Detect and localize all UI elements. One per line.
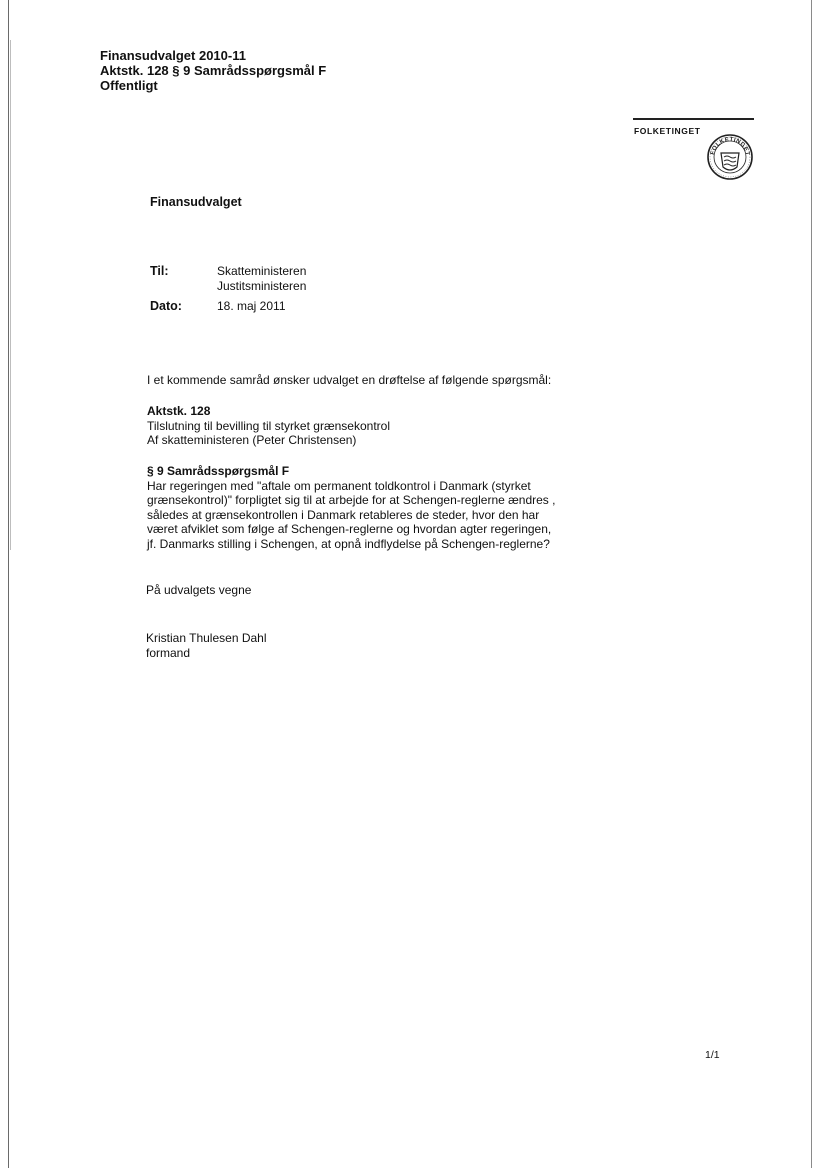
question-line: Har regeringen med "aftale om permanent toldkontrol i Danmark (styrket (147, 478, 531, 493)
question-heading: § 9 Samrådsspørgsmål F (147, 464, 290, 478)
aktstk-heading: Aktstk. 128 (147, 404, 211, 418)
date-value: 18. maj 2011 (217, 299, 286, 313)
intro-text: I et kommende samråd ønsker udvalget en drøftelse af følgende spørgsmål: (147, 373, 552, 387)
scan-edge-right (811, 0, 812, 1168)
aktstk-line: Af skatteministeren (Peter Christensen) (147, 433, 357, 447)
svg-text:FOLKETINGET: FOLKETINGET (710, 136, 751, 157)
logo-rule (633, 118, 754, 120)
signatory-title: formand (146, 646, 191, 660)
committee-name: Finansudvalget (150, 195, 242, 209)
header-case-reference: Aktstk. 128 § 9 Samrådsspørgsmål F (100, 63, 327, 78)
question-line: således at grænsekontrollen i Danmark retableres de steder, hvor den har (147, 507, 540, 522)
scan-edge-left-inner (10, 40, 11, 550)
question-line: været afviklet som følge af Schengen-reglerne og hvordan agter regeringen, (147, 522, 552, 536)
logo-text: FOLKETINGET (634, 126, 701, 136)
page-number: 1/1 (705, 1049, 720, 1061)
aktstk-section (147, 404, 587, 448)
regards-text: På udvalgets vegne (146, 583, 252, 597)
aktstk-line: Tilslutning til bevilling til styrket grænsekontrol (147, 418, 390, 433)
folketinget-seal-icon (706, 133, 754, 186)
recipients-list (217, 264, 306, 294)
scan-edge-left (8, 0, 9, 1168)
document-header (100, 48, 326, 93)
header-committee-year: Finansudvalget 2010-11 (100, 48, 246, 63)
signatory-name: Kristian Thulesen Dahl (146, 631, 267, 645)
signature-block (146, 631, 267, 661)
recipient-item: Skatteministeren (217, 264, 307, 278)
question-line: jf. Danmarks stilling i Schengen, at opnå indflydelse på Schengen-reglerne? (147, 536, 550, 551)
header-public-status: Offentligt (100, 78, 158, 93)
recipient-item: Justitsministeren (217, 279, 307, 293)
date-label: Dato: (150, 299, 182, 313)
recipients-label: Til: (150, 264, 169, 278)
question-line: grænsekontrol)" forpligtet sig til at arbejde for at Schengen-reglerne ændres , (147, 493, 556, 507)
question-section (147, 464, 587, 551)
